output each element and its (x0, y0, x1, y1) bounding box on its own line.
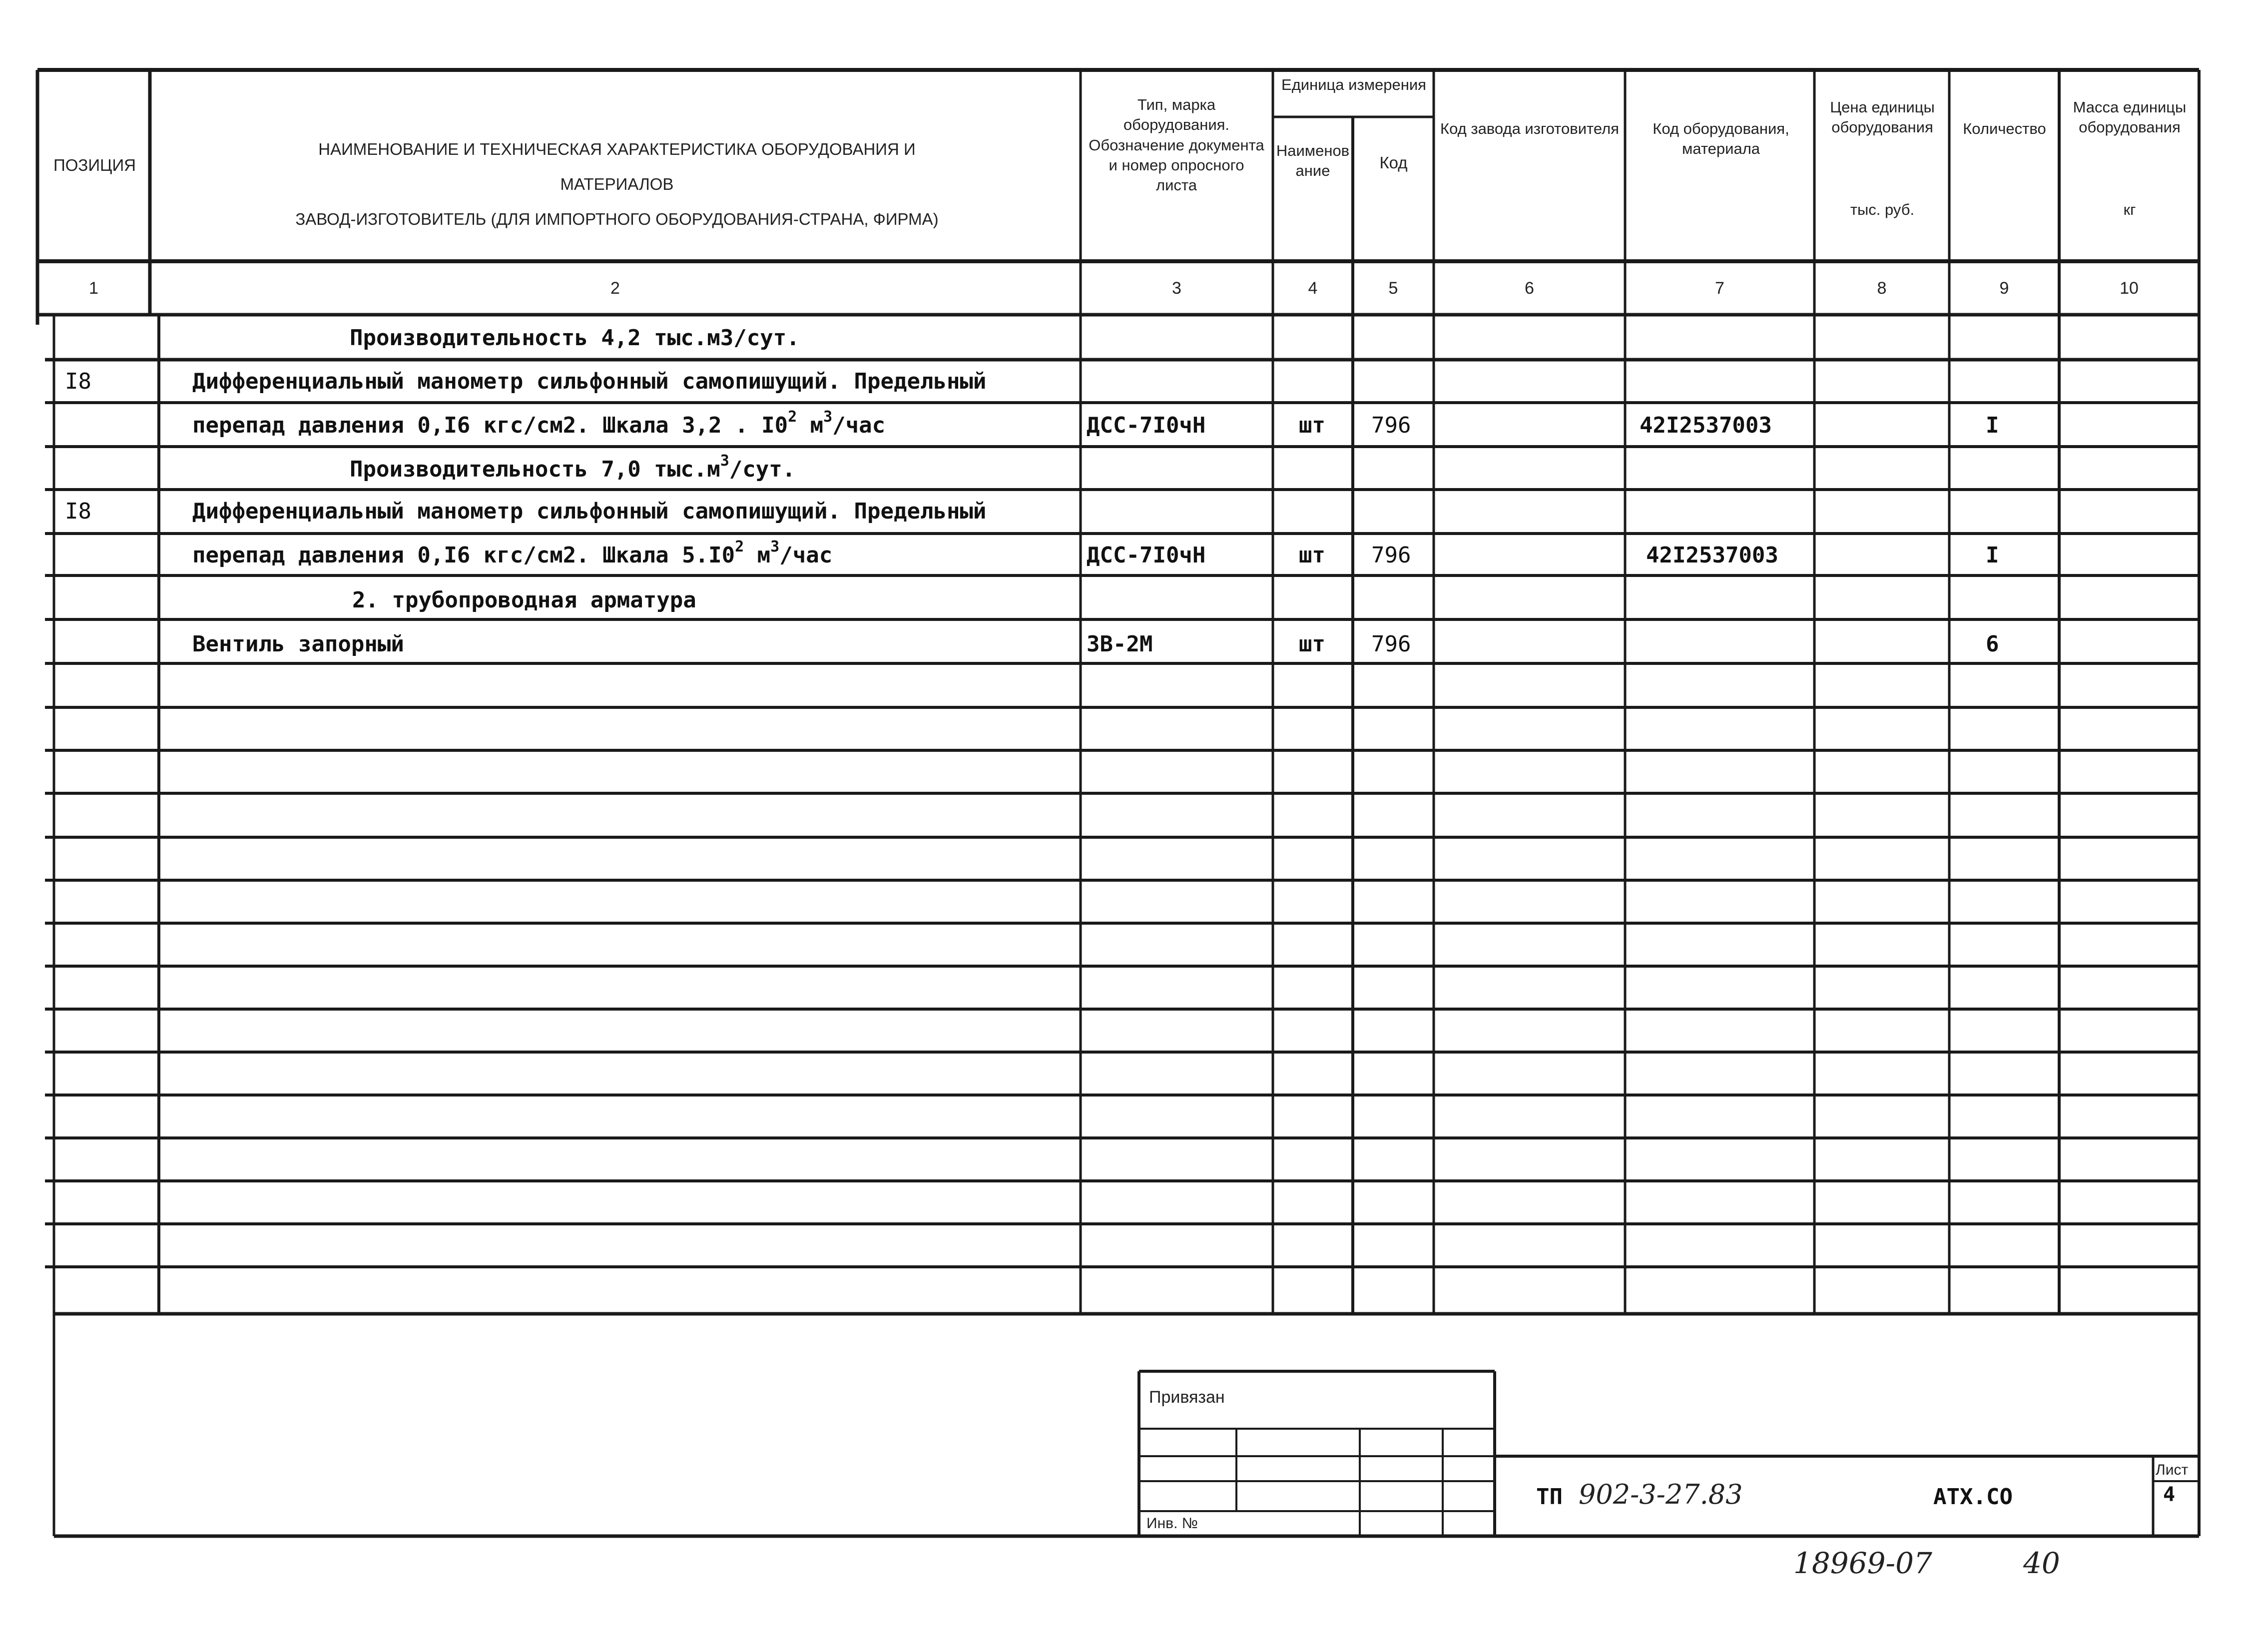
section-title: Производительность 7,0 $тыс.м^3$/сут. (350, 452, 796, 482)
row-name: перепад давления 0,I6 кгс/см2. Шкала $5.I0^2$ $м^3$/час (192, 538, 833, 568)
colnum-1: 1 (89, 279, 98, 298)
stamp-doc-number: 902-3-27.83 (1579, 1479, 1743, 1510)
header-name-line2: МАТЕРИАЛОВ (560, 175, 674, 193)
header-factory-code: Код завода изготовителя (1440, 120, 1619, 137)
header-price-unit: тыс. руб. (1850, 201, 1915, 218)
header-equipment-code: Код оборудования, материала (1653, 120, 1789, 158)
row-equipment-code: 42I2537003 (1646, 543, 1778, 568)
row-type: ДСС-7I0чН (1087, 413, 1206, 438)
colnum-10: 10 (2120, 279, 2139, 298)
row-unit: шт (1299, 543, 1325, 568)
colnum-2: 2 (610, 279, 620, 298)
archive-number: 18969-07 (1793, 1546, 1932, 1580)
row-equipment-code: 42I2537003 (1640, 413, 1772, 438)
header-mass: Масса единицы оборудования (2073, 98, 2187, 136)
header-name-line1: НАИМЕНОВАНИЕ И ТЕХНИЧЕСКАЯ ХАРАКТЕРИСТИКА ОБОРУДОВАНИЯ И (318, 140, 916, 158)
header-type: Тип, марка оборудования. Обозначение документа и номер опросного листа (1089, 96, 1264, 194)
stamp-linked: Привязан (1149, 1388, 1225, 1407)
colnum-6: 6 (1525, 279, 1534, 298)
header-price: Цена единицы оборудования (1830, 98, 1935, 136)
row-quantity: I (1986, 543, 1999, 568)
header-name-line3: ЗАВОД-ИЗГОТОВИТЕЛЬ (ДЛЯ ИМПОРТНОГО ОБОРУДОВАНИЯ-СТРАНА, ФИРМА) (295, 210, 939, 228)
colnum-8: 8 (1877, 279, 1887, 298)
header-position: ПОЗИЦИЯ (53, 156, 136, 174)
row-name: Вентиль запорный (192, 631, 404, 657)
row-name: Дифференциальный манометр сильфонный самопишущий. Предельный (192, 369, 987, 394)
row-position: I8 (65, 369, 91, 394)
row-position: I8 (65, 499, 91, 524)
stamp-inventory: Инв. № (1146, 1515, 1198, 1532)
colnum-3: 3 (1172, 279, 1181, 298)
colnum-7: 7 (1715, 279, 1724, 298)
row-code: 796 (1371, 413, 1411, 438)
colnum-5: 5 (1388, 279, 1398, 298)
row-code: 796 (1371, 543, 1411, 568)
row-quantity: I (1986, 413, 1999, 438)
row-unit: шт (1299, 413, 1325, 438)
stamp-sheet-label: Лист (2156, 1462, 2189, 1478)
row-name: Дифференциальный манометр сильфонный самопишущий. Предельный (192, 499, 987, 524)
section-title: Производительность 4,2 тыс.м3/сут. (350, 325, 800, 351)
row-type: 3В-2М (1087, 631, 1153, 657)
row-name: перепад давления 0,I6 кгс/см2. Шкала 3,2 . $I0^2$ $м^3$/час (192, 408, 886, 438)
row-code: 796 (1371, 631, 1411, 657)
stamp-doc-prefix: ТП (1536, 1484, 1563, 1510)
header-quantity: Количество (1963, 120, 2046, 137)
header-unit-group: Единица измерения (1281, 76, 1426, 93)
row-quantity: 6 (1986, 631, 1999, 657)
stamp-doc-code: АТХ.СО (1933, 1484, 2013, 1510)
section-title: 2. трубопроводная арматура (352, 587, 696, 613)
stamp-sheet-number: 4 (2163, 1483, 2176, 1506)
header-mass-unit: кг (2123, 201, 2136, 218)
row-unit: шт (1299, 631, 1325, 657)
page-number: 40 (2023, 1546, 2060, 1580)
header-unit-name: Наименование (1276, 142, 1350, 180)
row-type: ДСС-7I0чН (1087, 543, 1206, 568)
colnum-4: 4 (1308, 279, 1318, 298)
colnum-9: 9 (1999, 279, 2009, 298)
header-unit-code: Код (1379, 153, 1408, 172)
